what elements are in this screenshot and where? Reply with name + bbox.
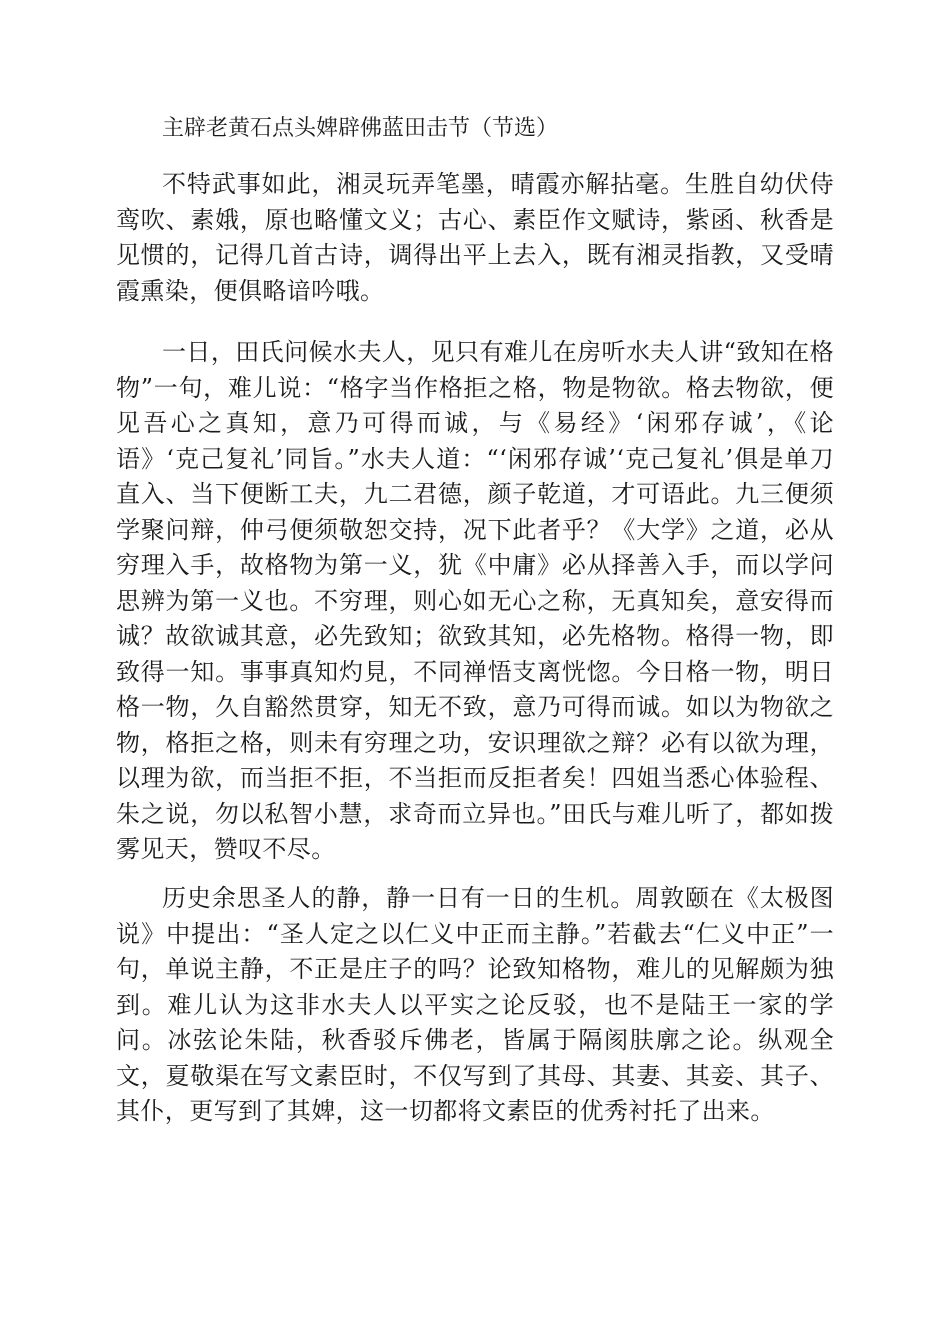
- paragraph: 历史余思圣人的静，静一日有一日的生机。周敦颐在《太极图说》中提出：“圣人定之以仁义中正而主静。”若截去“仁义中正”一句，单说主静，不正是庄子的吗？论致知格物，难儿的见解颇为独到。难儿认为这非水夫人以平实之论反驳，也不是陆王一家的学问。冰弦论朱陆，秋香驳斥佛老，皆属于隔阂肤廓之论。纵观全文，夏敬渠在写文素臣时，不仅写到了其母、其妻、其妾、其子、其仆，更写到了其婢，这一切都将文素臣的优秀衬托了出来。: [116, 884, 834, 1125]
- paragraph: 不特武事如此，湘灵玩弄笔墨，晴霞亦解拈毫。生胜自幼伏侍鸾吹、素娥，原也略懂文义；古心、素臣作文赋诗，紫函、秋香是见惯的，记得几首古诗，调得出平上去入，既有湘灵指教，又受晴霞熏染，便俱略谙吟哦。: [116, 170, 834, 305]
- document-title: 主辟老黄石点头婢辟佛蓝田击节（节选）: [162, 116, 559, 141]
- paragraph: 一日，田氏问候水夫人，见只有难儿在房听水夫人讲“致知在格物”一句，难儿说：“格字当作格拒之格，物是物欲。格去物欲，便见吾心之真知，意乃可得而诚，与《易经》‘闲邪存诚’，《论语》‘克己复礼’同旨。”水夫人道：“‘闲邪存诚’‘克己复礼’俱是单刀直入、当下便断工夫，九二君德，颜子乾道，才可语此。九三便须学聚问辩，仲弓便须敬恕交持，况下此者乎？《大学》之道，必从穷理入手，故格物为第一义，犹《中庸》必从择善入手，而以学问思辨为第一义也。不穷理，则心如无心之称，无真知矣，意安得而诚？故欲诚其意，必先致知；欲致其知，必先格物。格得一物，即致得一知。事事真知灼見，不同禅悟支离恍惚。今日格一物，明日格一物，久自豁然贯穿，知无不致，意乃可得而诚。如以为物欲之物，格拒之格，则未有穷理之功，安识理欲之辩？必有以欲为理，以理为欲，而当拒不拒，不当拒而反拒者矣！四姐当悉心体验程、朱之说，勿以私智小慧，求奇而立异也。”田氏与难儿听了，都如拨雾见天，赞叹不尽。: [116, 338, 834, 863]
